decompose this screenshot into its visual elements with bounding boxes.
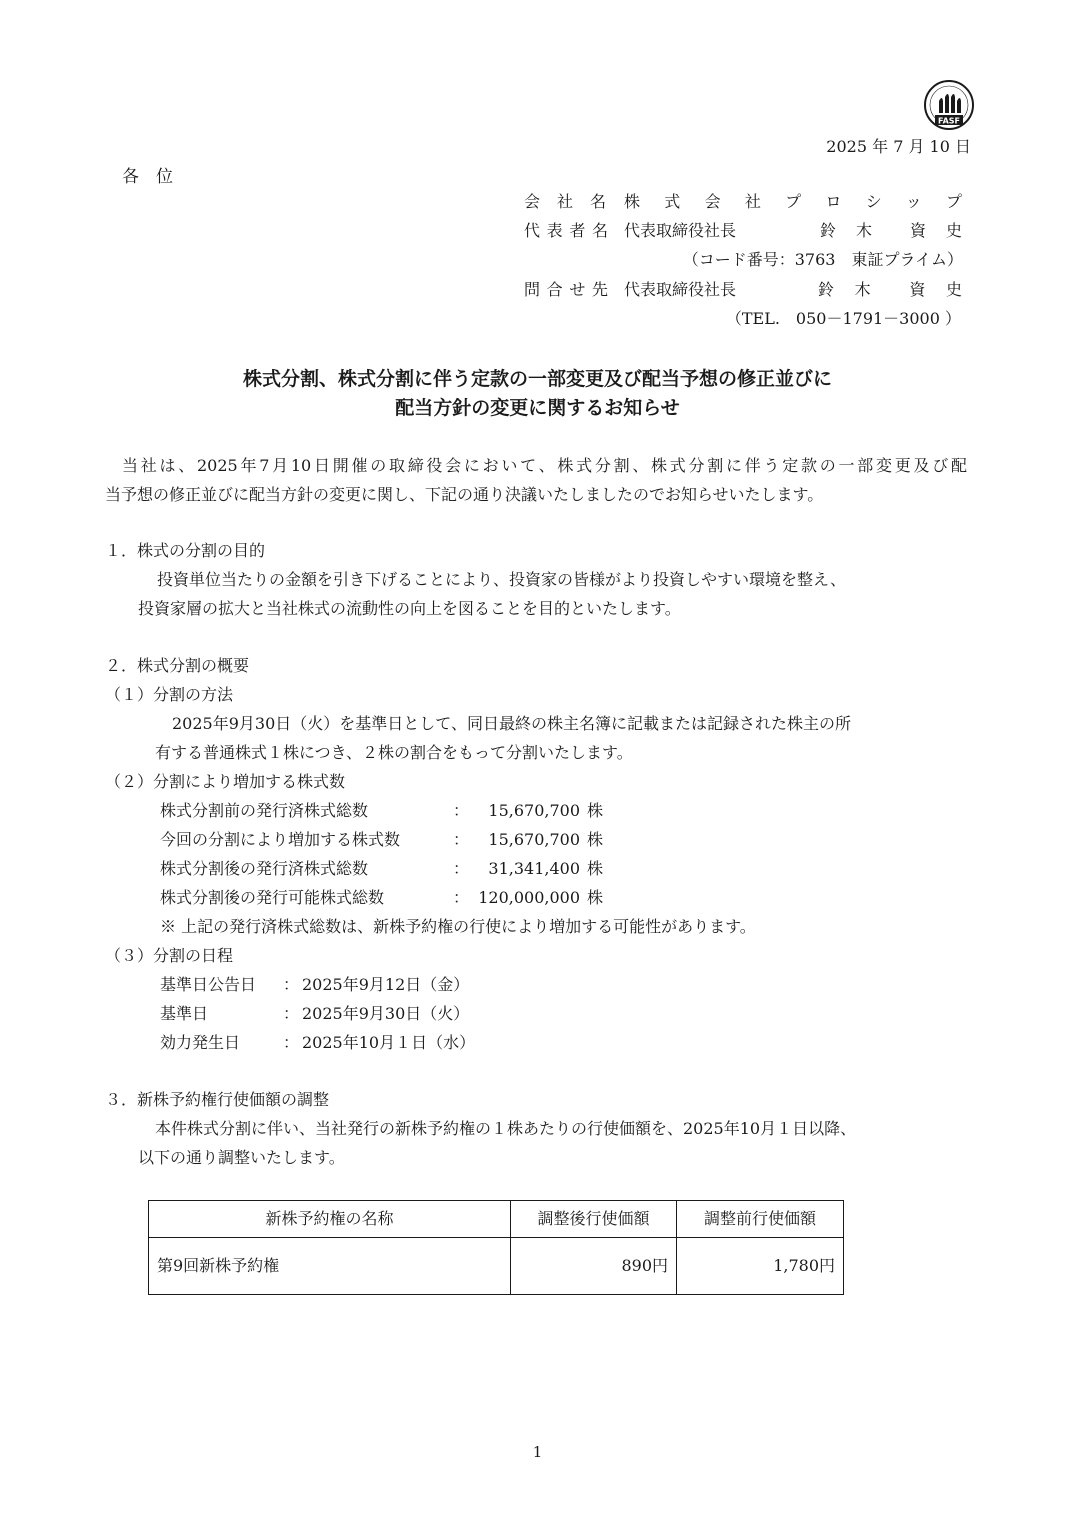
shares-value: 31,341,400 (488, 859, 580, 878)
company-name: 株式会社プロシップ (624, 192, 962, 211)
shares-unit: 株 (587, 801, 604, 820)
fasf-logo-text: FASF (938, 116, 960, 126)
section1-line1: 投資単位当たりの金額を引き下げることにより、投資家の皆様がより投資しやすい環境を整え、 (157, 570, 846, 589)
section2-sub1-line1: 2025年9月30日（火）を基準日として、同日最終の株主名簿に記載または記録された株主の所 (172, 714, 851, 733)
document-date: 2025 年 7 月 10 日 (826, 137, 971, 156)
shares-unit: 株 (587, 830, 604, 849)
schedule-label: 効力発生日 (160, 1033, 241, 1052)
section1-line2: 投資家層の拡大と当社株式の流動性の向上を図ることを目的といたします。 (138, 599, 681, 618)
section3-line2: 以下の通り調整いたします。 (138, 1148, 345, 1167)
schedule-value: 2025年10月１日（水） (302, 1033, 476, 1052)
table-header-row (149, 1201, 844, 1238)
shares-unit: 株 (587, 859, 604, 878)
shares-note: ※ 上記の発行済株式総数は、新株予約権の行使により増加する可能性があります。 (160, 917, 756, 936)
company-label: 会社名 (524, 192, 608, 211)
stock-code-line: （コード番号：3763 東証プライム） (682, 250, 963, 269)
contact-tel: （TEL. 050－1791－3000 ） (725, 309, 961, 328)
section1-heading: １．株式の分割の目的 (105, 541, 266, 560)
section2-sub2-heading: （２）分割により増加する株式数 (105, 772, 346, 791)
shares-label: 株式分割後の発行済株式総数 (160, 859, 369, 878)
contact-title: 代表取締役社長 (624, 280, 737, 299)
schedule-label: 基準日 (160, 1004, 209, 1023)
intro-line1: 当社は、2025年7月10日開催の取締役会において、株式分割、株式分割に伴う定款の一部変更及び配 (122, 456, 967, 475)
shares-label: 株式分割後の発行可能株式総数 (160, 888, 385, 907)
section2-heading: ２．株式分割の概要 (105, 656, 250, 675)
section2-sub1-heading: （１）分割の方法 (105, 685, 234, 704)
shares-colon: ： (453, 888, 470, 907)
shares-label: 今回の分割により増加する株式数 (160, 830, 401, 849)
section2-sub1-line2: 有する普通株式１株につき、２株の割合をもって分割いたします。 (155, 743, 633, 762)
intro-line2: 当予想の修正並びに配当方針の変更に関し、下記の通り決議いたしましたのでお知らせいたします。 (105, 485, 824, 504)
section3-heading: ３．新株予約権行使価額の調整 (105, 1090, 330, 1109)
shares-colon: ： (453, 830, 470, 849)
schedule-colon: ： (283, 975, 300, 994)
representative-label: 代表者名 (524, 221, 608, 240)
fasf-logo (921, 79, 977, 131)
shares-colon: ： (453, 859, 470, 878)
contact-name: 鈴 木 資 史 (818, 280, 962, 299)
document-title-line2: 配当方針の変更に関するお知らせ (395, 397, 680, 419)
shares-value: 15,670,700 (488, 830, 580, 849)
schedule-label: 基準日公告日 (160, 975, 257, 994)
document-title-line1: 株式分割、株式分割に伴う定款の一部変更及び配当予想の修正並びに (242, 368, 832, 390)
shares-value: 120,000,000 (478, 888, 580, 907)
page-number: 1 (532, 1443, 543, 1461)
section2-sub3-heading: （３）分割の日程 (105, 946, 234, 965)
table-row (149, 1238, 844, 1295)
cell-before-price: 1,780円 (677, 1238, 844, 1295)
cell-after-price: 890円 (511, 1238, 677, 1295)
column-header-after: 調整後行使価額 (511, 1201, 677, 1238)
section3-line1: 本件株式分割に伴い、当社発行の新株予約権の１株あたりの行使価額を、2025年10月１日以降、 (155, 1119, 857, 1138)
representative-name: 鈴 木 資 史 (820, 221, 962, 240)
schedule-colon: ： (283, 1004, 300, 1023)
schedule-colon: ： (283, 1033, 300, 1052)
schedule-value: 2025年9月30日（火） (302, 1004, 470, 1023)
column-header-name: 新株予約権の名称 (149, 1201, 511, 1238)
schedule-value: 2025年9月12日（金） (302, 975, 470, 994)
stock-acquisition-rights-table (148, 1200, 844, 1295)
cell-name: 第9回新株予約権 (149, 1238, 511, 1295)
representative-title: 代表取締役社長 (624, 221, 737, 240)
shares-label: 株式分割前の発行済株式総数 (160, 801, 369, 820)
column-header-before: 調整前行使価額 (677, 1201, 844, 1238)
addressee: 各 位 (122, 167, 173, 187)
contact-label: 問合せ先 (524, 280, 608, 299)
shares-colon: ： (453, 801, 470, 820)
shares-value: 15,670,700 (488, 801, 580, 820)
shares-unit: 株 (587, 888, 604, 907)
